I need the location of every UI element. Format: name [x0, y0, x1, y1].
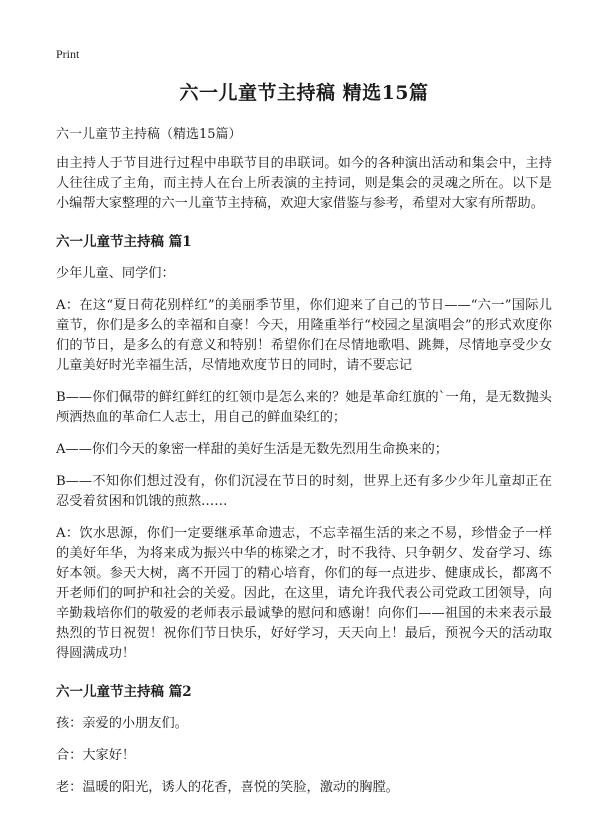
paragraph: A：在这“夏日荷花别样红”的美丽季节里，你们迎来了自己的节日——“六一”国际儿童节，你们是多么的幸福和自豪！今天，用隆重举行“校园之星演唱会”的形式欢度你们的节日，是多么的有意义和特别！希望你们在尽情地歌唱、跳舞，尽情地享受少女儿童美好时光幸福生活，尽情地欢度节日的同时，请不要忘记 — [56, 298, 552, 373]
paragraph: A——你们今天的象密一样甜的美好生活是无数先烈用生命换来的； — [56, 442, 448, 457]
paragraph: 少年儿童、同学们： — [56, 266, 175, 281]
paragraph: A：饮水思源，你们一定要继承革命遗志，不忘幸福生活的来之不易，珍惜金子一样的美好年华，为将来成为振兴中华的栋梁之才，时不我待、只争朝夕、发奋学习、练好本领。参天大树，离不开园丁的精心培育，你们的每一点进步、健康成长，都离不开老师们的呵护和社会的关爱。因此，在这里，请允许我代表公司党政工团领导，向辛勤栽培你们的敬爱的老师表示最诚挚的慰问和感谢！向你们——祖国的未来表示最热烈的节日祝贺！祝你们节日快乐，好好学习，天天向上！最后，预祝今天的活动取得圆满成功！ — [56, 526, 552, 661]
paragraph: 老：温暖的阳光，诱人的花香，喜悦的笑脸，激动的胸膛。 — [56, 780, 399, 795]
document-subtitle: 六一儿童节主持稿（精选15篇） — [56, 127, 242, 142]
print-link[interactable]: Print — [56, 47, 80, 61]
section-heading-2: 六一儿童节主持稿 篇2 — [56, 684, 192, 700]
paragraph: 孩：亲爱的小朋友们。 — [56, 716, 188, 731]
paragraph: B——你们佩带的鲜红鲜红的红领巾是怎么来的？她是革命红旗的`一角，是无数抛头颅洒热血的革命仁人志士，用自己的鲜血染红的； — [56, 390, 552, 425]
section-heading-1: 六一儿童节主持稿 篇1 — [56, 234, 192, 250]
paragraph: B——不知你们想过没有，你们沉浸在节日的时刻，世界上还有多少少年儿童却正在忍受着贫困和饥饿的煎熬…… — [56, 474, 552, 509]
document-body — [56, 78, 552, 810]
paragraph: 合：大家好！ — [56, 748, 136, 763]
document-title: 六一儿童节主持稿 精选15篇 — [179, 82, 429, 104]
intro-paragraph: 由主持人于节目进行过程中串联节目的串联词。如今的各种演出活动和集会中，主持人往往成了主角，而主持人在台上所表演的主持词，则是集会的灵魂之所在。以下是小编帮大家整理的六一儿童节主持稿，欢迎大家借鉴与参考，希望对大家有所帮助。 — [56, 156, 552, 211]
